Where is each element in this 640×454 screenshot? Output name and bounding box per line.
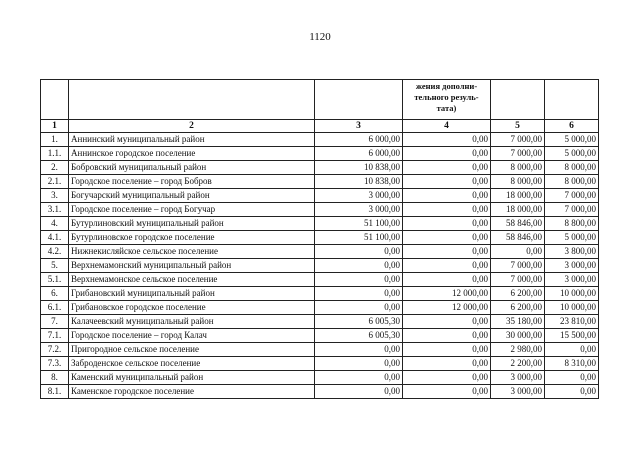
municipality-name-cell: Каменское городское поселение [69,385,315,399]
value-cell-col4: 0,00 [403,385,491,399]
municipality-name-cell: Богучарский муниципальный район [69,189,315,203]
municipality-name-cell: Бобровский муниципальный район [69,161,315,175]
table-row [41,133,599,147]
municipality-name-cell: Городское поселение – город Богучар [69,203,315,217]
row-number-cell: 6. [41,287,69,301]
value-cell-col5: 3 000,00 [491,385,545,399]
municipality-name-cell: Верхнемамонское сельское поселение [69,273,315,287]
page-number: 1120 [309,31,331,43]
row-number-cell: 7.2. [41,343,69,357]
value-cell-col4: 0,00 [403,175,491,189]
row-number-cell: 8.1. [41,385,69,399]
value-cell-col5: 7 000,00 [491,259,545,273]
table-header-row [41,80,599,120]
row-number-cell: 4. [41,217,69,231]
column-number: 1 [41,120,69,133]
value-cell-col6: 5 000,00 [545,133,599,147]
value-cell-col3: 0,00 [315,357,403,371]
value-cell-col5: 7 000,00 [491,273,545,287]
value-cell-col6: 23 810,00 [545,315,599,329]
municipality-name-cell: Бутурлиновское городское поселение [69,231,315,245]
value-cell-col6: 7 000,00 [545,203,599,217]
table-row [41,343,599,357]
value-cell-col5: 18 000,00 [491,189,545,203]
column-number: 4 [403,120,491,133]
value-cell-col4: 0,00 [403,259,491,273]
value-cell-col5: 35 180,00 [491,315,545,329]
table-row [41,259,599,273]
value-cell-col5: 6 200,00 [491,287,545,301]
value-cell-col4: 0,00 [403,161,491,175]
value-cell-col5: 7 000,00 [491,147,545,161]
row-number-cell: 6.1. [41,301,69,315]
table-row [41,287,599,301]
municipality-name-cell: Городское поселение – город Калач [69,329,315,343]
row-number-cell: 8. [41,371,69,385]
table-row [41,203,599,217]
table-row [41,245,599,259]
table-row [41,301,599,315]
value-cell-col4: 0,00 [403,273,491,287]
municipality-name-cell: Заброденское сельское поселение [69,357,315,371]
value-cell-col6: 10 000,00 [545,287,599,301]
value-cell-col3: 10 838,00 [315,161,403,175]
value-cell-col4: 0,00 [403,357,491,371]
value-cell-col4: 0,00 [403,217,491,231]
row-number-cell: 3.1. [41,203,69,217]
value-cell-col4: 0,00 [403,245,491,259]
table-row [41,231,599,245]
value-cell-col6: 10 000,00 [545,301,599,315]
table-row [41,217,599,231]
value-cell-col3: 6 000,00 [315,133,403,147]
value-cell-col3: 0,00 [315,371,403,385]
value-cell-col5: 0,00 [491,245,545,259]
value-cell-col3: 3 000,00 [315,189,403,203]
value-cell-col4: 0,00 [403,231,491,245]
value-cell-col5: 18 000,00 [491,203,545,217]
value-cell-col3: 0,00 [315,343,403,357]
value-cell-col6: 0,00 [545,385,599,399]
budget-table [40,79,599,399]
municipality-name-cell: Городское поселение – город Бобров [69,175,315,189]
value-cell-col4: 12 000,00 [403,287,491,301]
municipality-name-cell: Грибановский муниципальный район [69,287,315,301]
header-cell-5 [491,80,545,120]
table-row [41,385,599,399]
value-cell-col3: 0,00 [315,301,403,315]
value-cell-col5: 8 000,00 [491,161,545,175]
value-cell-col4: 12 000,00 [403,301,491,315]
value-cell-col6: 15 500,00 [545,329,599,343]
value-cell-col4: 0,00 [403,343,491,357]
value-cell-col5: 30 000,00 [491,329,545,343]
header-continuation: жения дополни-тельного резуль-тата) [403,80,491,120]
value-cell-col5: 2 200,00 [491,357,545,371]
table-row [41,147,599,161]
header-cell-3 [315,80,403,120]
value-cell-col6: 3 000,00 [545,259,599,273]
value-cell-col6: 8 000,00 [545,175,599,189]
table-row [41,175,599,189]
value-cell-col3: 0,00 [315,385,403,399]
header-cell-6 [545,80,599,120]
municipality-name-cell: Аннинский муниципальный район [69,133,315,147]
value-cell-col3: 6 005,30 [315,315,403,329]
value-cell-col3: 10 838,00 [315,175,403,189]
value-cell-col5: 7 000,00 [491,133,545,147]
value-cell-col3: 51 100,00 [315,231,403,245]
value-cell-col3: 0,00 [315,273,403,287]
value-cell-col5: 6 200,00 [491,301,545,315]
row-number-cell: 7.1. [41,329,69,343]
value-cell-col5: 2 980,00 [491,343,545,357]
value-cell-col6: 3 800,00 [545,245,599,259]
column-number: 2 [69,120,315,133]
value-cell-col3: 51 100,00 [315,217,403,231]
value-cell-col5: 58 846,00 [491,231,545,245]
value-cell-col4: 0,00 [403,329,491,343]
value-cell-col6: 8 000,00 [545,161,599,175]
table-row [41,357,599,371]
value-cell-col6: 8 310,00 [545,357,599,371]
table-row [41,273,599,287]
municipality-name-cell: Аннинское городское поселение [69,147,315,161]
value-cell-col6: 7 000,00 [545,189,599,203]
value-cell-col6: 8 800,00 [545,217,599,231]
header-cell-2 [69,80,315,120]
value-cell-col4: 0,00 [403,371,491,385]
municipality-name-cell: Бутурлиновский муниципальный район [69,217,315,231]
value-cell-col6: 0,00 [545,371,599,385]
value-cell-col6: 3 000,00 [545,273,599,287]
column-number: 5 [491,120,545,133]
row-number-cell: 1.1. [41,147,69,161]
value-cell-col5: 3 000,00 [491,371,545,385]
value-cell-col5: 58 846,00 [491,217,545,231]
value-cell-col6: 5 000,00 [545,147,599,161]
row-number-cell: 1. [41,133,69,147]
column-number: 6 [545,120,599,133]
municipality-name-cell: Калачеевский муниципальный район [69,315,315,329]
municipality-name-cell: Каменский муниципальный район [69,371,315,385]
row-number-cell: 4.1. [41,231,69,245]
value-cell-col4: 0,00 [403,133,491,147]
value-cell-col4: 0,00 [403,147,491,161]
column-number-row [41,120,599,133]
value-cell-col3: 0,00 [315,259,403,273]
value-cell-col3: 6 000,00 [315,147,403,161]
value-cell-col3: 3 000,00 [315,203,403,217]
municipality-name-cell: Пригородное сельское поселение [69,343,315,357]
value-cell-col3: 0,00 [315,287,403,301]
table-row [41,315,599,329]
municipality-name-cell: Нижнекисляйское сельское поселение [69,245,315,259]
value-cell-col5: 8 000,00 [491,175,545,189]
row-number-cell: 7. [41,315,69,329]
row-number-cell: 2. [41,161,69,175]
value-cell-col6: 5 000,00 [545,231,599,245]
row-number-cell: 4.2. [41,245,69,259]
column-number: 3 [315,120,403,133]
row-number-cell: 5.1. [41,273,69,287]
municipality-name-cell: Грибановское городское поселение [69,301,315,315]
value-cell-col4: 0,00 [403,189,491,203]
value-cell-col4: 0,00 [403,203,491,217]
row-number-cell: 5. [41,259,69,273]
table-row [41,329,599,343]
municipality-name-cell: Верхнемамонский муниципальный район [69,259,315,273]
table-row [41,189,599,203]
value-cell-col4: 0,00 [403,315,491,329]
table-row [41,161,599,175]
row-number-cell: 7.3. [41,357,69,371]
row-number-cell: 2.1. [41,175,69,189]
value-cell-col3: 6 005,30 [315,329,403,343]
header-cell-1 [41,80,69,120]
value-cell-col6: 0,00 [545,343,599,357]
table-row [41,371,599,385]
value-cell-col3: 0,00 [315,245,403,259]
row-number-cell: 3. [41,189,69,203]
